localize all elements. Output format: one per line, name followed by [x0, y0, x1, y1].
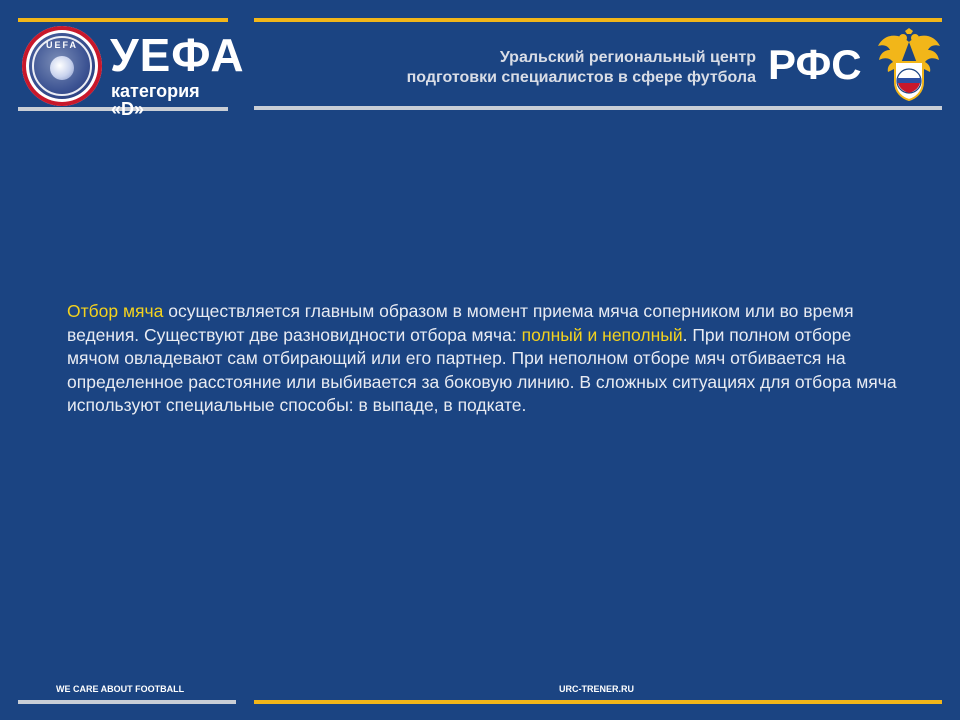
rfs-eagle-emblem-icon [876, 28, 942, 102]
rfs-title: РФС [768, 41, 862, 88]
uefa-category-label: категория «D» [111, 81, 200, 119]
center-title [407, 48, 756, 88]
highlight-full-partial: полный и неполный [521, 324, 683, 345]
top-right-gold-bar [254, 18, 942, 22]
highlight-tackle: Отбор мяча [67, 301, 164, 321]
center-title-line2: подготовки специалистов в сфере футбола [406, 69, 756, 86]
uefa-logo-text: UEFA [45, 40, 78, 50]
uefa-logo-icon [22, 26, 102, 106]
uefa-header-block [18, 18, 245, 119]
top-left-gold-bar [18, 18, 228, 22]
footer-website-link[interactable]: URC-TRENER.RU [559, 684, 634, 694]
main-paragraph [67, 300, 907, 418]
paragraph-text-2: . При полном отборе мячом овладевают сам отбирающий или его партнер. При неполном отборе мяч отбивается на определенное расстояние или выбивается за боковую линию. В сложных ситуациях для отбора мяча используют специальные способы: в выпаде, в подкате. [67, 324, 897, 415]
footer-slogan: WE CARE ABOUT FOOTBALL [56, 684, 185, 694]
bottom-left-silver-bar [18, 700, 236, 704]
uefa-title: УЕФА [110, 29, 245, 81]
bottom-right-gold-bar [254, 700, 942, 704]
center-title-line1: Уральский региональный центр [499, 49, 756, 66]
football-icon [50, 56, 74, 80]
top-right-silver-bar [254, 106, 942, 110]
paragraph-text-1: осуществляется главным образом в момент приема мяча соперником или во время ведения. Существуют две разновидности отбора мяча: [67, 301, 854, 345]
